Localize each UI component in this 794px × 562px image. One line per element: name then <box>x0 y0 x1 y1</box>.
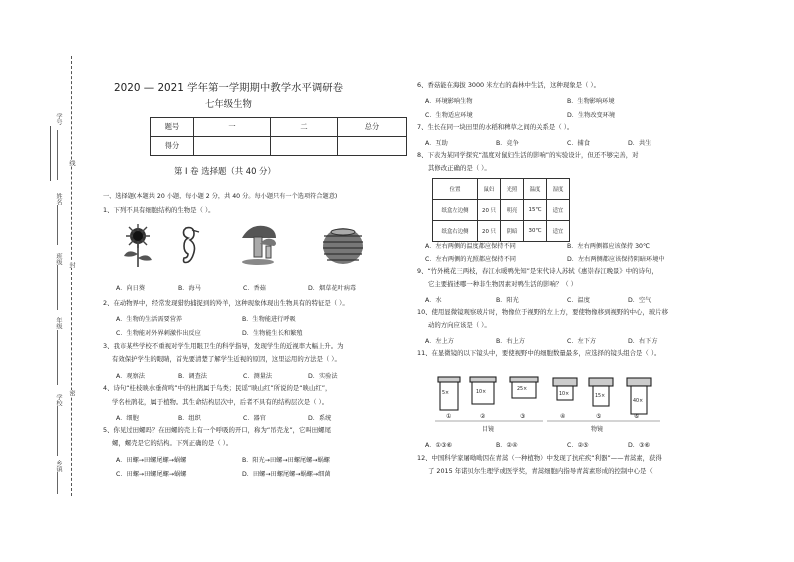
q11-option-c[interactable]: C．②⑤ <box>567 442 589 449</box>
question-7: 7、生长在同一块田里的水稻和稗草之间的关系是（ ）。 <box>417 123 574 131</box>
margin-fill-line <box>57 472 58 494</box>
q5-option-c[interactable]: C．田螺→田螺尾螺→蜗螺 <box>116 471 187 478</box>
lens-number: ② <box>480 413 486 420</box>
q7-option-b[interactable]: B．竞争 <box>496 140 519 147</box>
question-12: 12、中国科学家屠呦呦因在青蒿（一种植物）中发现了抗疟疾“利器”——青蒿素，获得 <box>417 454 662 462</box>
margin-fill-line <box>57 130 58 180</box>
lens-magnification: 40× <box>633 399 644 404</box>
q11-option-a[interactable]: A．①③⑥ <box>425 442 453 449</box>
lens-number: ③ <box>520 413 526 420</box>
q6-option-c[interactable]: C．生物适应环境 <box>425 112 473 119</box>
table-cell: 适宜 <box>547 221 570 242</box>
question-10: 10、使用显微镜观察玻片时，物像位于视野的左上方，要使物像移到视野的中心，玻片移 <box>417 308 668 316</box>
question-10-cont: 动的方向应该是（ ）。 <box>428 321 491 329</box>
question-8-cont: 其修改正确的是（ ）。 <box>428 164 491 172</box>
score-table-cell: 总分 <box>338 118 407 137</box>
q3-option-c[interactable]: C．测量法 <box>243 373 273 380</box>
eyepiece-label: 目镜 <box>482 426 495 433</box>
question-6: 6、香菇能在海拔 3000 米左右的森林中生活，这种现象是（ ）。 <box>417 81 600 89</box>
table-header-cell: 温度 <box>524 179 547 200</box>
margin-fill-line <box>57 265 58 310</box>
table-cell: 纸盒右边侧 <box>433 221 478 242</box>
q9-option-c[interactable]: C．温度 <box>567 297 590 304</box>
q10-option-c[interactable]: C．左下方 <box>567 338 597 345</box>
q2-option-d[interactable]: D．生物能生长和繁殖 <box>242 330 303 337</box>
q4-option-c[interactable]: C．器官 <box>243 415 266 422</box>
score-table-cell: 一 <box>194 118 271 137</box>
table-cell: 15℃ <box>524 200 547 221</box>
question-5: 5、你见过田螺吗？在田螺的壳上有一个呼吸的开口，称为“吊壳龙”，它叫田螺尾 <box>103 426 331 434</box>
margin-label-name: 姓名 <box>55 193 62 206</box>
question-4-cont: 学名杜鹃花，属于植物。其生命结构层次中，后者不具有的结构层次是（ ）。 <box>112 398 329 406</box>
table-header-cell: 光照 <box>501 179 524 200</box>
q1-option-c[interactable]: C．香菇 <box>243 285 266 292</box>
q2-option-b[interactable]: B．生物能进行呼吸 <box>242 316 296 323</box>
q5-option-a[interactable]: A．田螺→田螺尾螺→蜗螺 <box>116 457 187 464</box>
question-3: 3、我市某些学校不重视对学生用眼卫生的科学指导，发现学生的近视率大幅上升。为 <box>103 342 344 350</box>
seahorse-image <box>176 224 202 268</box>
margin-underline <box>50 126 51 181</box>
score-table-cell: 题号 <box>151 118 194 137</box>
question-5-cont: 螺，螺壳是它的结构。下列正确的是（ ）。 <box>112 439 233 447</box>
score-table <box>150 117 407 156</box>
q3-option-b[interactable]: B．调查法 <box>178 373 207 380</box>
q6-option-b[interactable]: B．生物影响环境 <box>567 98 615 105</box>
margin-label-student-id: 学号 <box>55 113 62 126</box>
q8-option-d[interactable]: D．左右两侧都应该保持阴暗环境中 <box>567 256 665 263</box>
q8-option-a[interactable]: A．左右两侧的温度都应保持不同 <box>425 243 516 250</box>
exam-title: 2020 — 2021 学年第一学期期中教学水平调研卷 <box>114 82 344 94</box>
q8-option-c[interactable]: C．左右两侧的光照都应保持不同 <box>425 256 516 263</box>
lens-number: ⑥ <box>634 413 640 420</box>
q7-option-d[interactable]: D．共生 <box>628 140 652 147</box>
score-input[interactable] <box>338 137 407 156</box>
q11-option-b[interactable]: B．②④ <box>496 442 518 449</box>
margin-label-town: 乡镇 <box>55 460 62 473</box>
table-cell: 20 只 <box>478 221 501 242</box>
q10-option-a[interactable]: A．左上方 <box>425 338 454 345</box>
q2-option-c[interactable]: C．生物能对外界刺激作出反应 <box>116 330 201 337</box>
margin-label-grade: 年级 <box>55 317 62 330</box>
table-cell: 纸盒左边侧 <box>433 200 478 221</box>
table-header-cell: 湿度 <box>547 179 570 200</box>
q6-option-a[interactable]: A．环境影响生物 <box>425 98 473 105</box>
q4-option-d[interactable]: D．系统 <box>308 415 332 422</box>
q1-option-b[interactable]: B．海马 <box>178 285 201 292</box>
q7-option-c[interactable]: C．捕食 <box>567 140 590 147</box>
question-3-cont: 有效保护学生的眼睛，首先要清楚了解学生近视的原因，这里运用的方法是（ ）。 <box>112 355 341 363</box>
score-table-cell: 得分 <box>151 137 194 156</box>
score-table-cell: 二 <box>271 118 338 137</box>
q3-option-d[interactable]: D．实验法 <box>308 373 338 380</box>
lens-magnification: 5× <box>442 391 450 396</box>
question-12-cont: 了 2015 年诺贝尔生理学或医学奖，青蒿细胞内指导青蒿素形成的控制中心是（ <box>428 467 653 475</box>
seal-mark: 封 <box>68 262 75 269</box>
lens-magnification: 25× <box>517 387 528 392</box>
lens-number: ⑤ <box>596 413 602 420</box>
q9-option-d[interactable]: D．空气 <box>628 297 652 304</box>
lens-magnification: 15× <box>595 394 606 399</box>
margin-fill-line <box>57 406 58 456</box>
table-header-cell: 位置 <box>433 179 478 200</box>
score-input[interactable] <box>271 137 338 156</box>
margin-fill-line <box>57 205 58 245</box>
question-9-cont: 它主要描述哪一种非生物因素对鸭生活的影响？（ ） <box>428 280 578 288</box>
margin-fill-line <box>57 330 58 385</box>
microscope-lens-diagram <box>435 368 685 434</box>
q11-option-d[interactable]: D．③⑥ <box>628 442 651 449</box>
q9-option-a[interactable]: A．水 <box>425 297 442 304</box>
q8-option-b[interactable]: B．左右两侧都应该保持 30℃ <box>567 243 650 250</box>
q4-option-b[interactable]: B．组织 <box>178 415 201 422</box>
question-8: 8、下表为某同学探究“温度对鼠妇生活的影响”的实验设计，但还不够完善，对 <box>417 151 639 159</box>
q4-option-a[interactable]: A．细胞 <box>116 415 139 422</box>
q7-option-a[interactable]: A．互助 <box>425 140 448 147</box>
exam-subject: 七年级生物 <box>205 99 252 110</box>
question-2: 2、在动物界中，经常发现猎豹捕捉到的羚羊，这种现象体现出生物具有的特征是（ ）。 <box>103 299 349 307</box>
q2-option-a[interactable]: A．生物的生活需要营养 <box>116 316 183 323</box>
lens-number: ④ <box>560 413 566 420</box>
margin-label-class: 班级 <box>55 253 62 266</box>
question-1: 1、下列不具有细胞结构的生物是（ ）。 <box>103 206 215 214</box>
margin-label-school: 学校 <box>55 394 62 407</box>
table-cell: 适宜 <box>547 200 570 221</box>
seal-mark: 密 <box>68 390 75 397</box>
table-cell: 20 只 <box>478 200 501 221</box>
mushroom-image <box>238 222 280 268</box>
table-cell: 30℃ <box>524 221 547 242</box>
q1-option-d[interactable]: D．烟草花叶病毒 <box>308 285 357 292</box>
lens-number: ① <box>446 413 452 420</box>
lens-magnification: 10× <box>559 392 570 397</box>
q3-option-a[interactable]: A．观察法 <box>116 373 145 380</box>
q1-option-a[interactable]: A．向日葵 <box>116 285 145 292</box>
section-instruction: 一、选择题(本题共 20 小题，每小题 2 分，共 40 分。每小题只有一个选项符合题意) <box>103 193 338 200</box>
table-cell: 阴暗 <box>501 221 524 242</box>
q5-option-d[interactable]: D．田螺→田螺尾螺→蜗螺→细菌 <box>242 471 331 478</box>
q9-option-b[interactable]: B．阳光 <box>496 297 519 304</box>
q5-option-b[interactable]: B．阳光→田螺→田螺尾螺→蜗螺 <box>242 457 330 464</box>
objective-label: 物镜 <box>591 426 604 433</box>
section-title: 第 I 卷 选择题（共 40 分） <box>174 166 276 176</box>
lens-magnification: 10× <box>476 390 487 395</box>
tobacco-mosaic-virus-image <box>320 224 366 268</box>
q6-option-d[interactable]: D．生物改变环境 <box>567 112 616 119</box>
experiment-table <box>432 178 570 242</box>
question-4: 4、诗句“桂枝映水垂荷鸣”中的杜鹃属于鸟类；民谣“映山红”所说的是“映山红”， <box>103 384 332 392</box>
table-cell: 明亮 <box>501 200 524 221</box>
table-header-cell: 鼠妇 <box>478 179 501 200</box>
question-9: 9、“竹外桃花三两枝，春江水暖鸭先知”是宋代诗人苏轼《惠崇春江晚景》中的诗句， <box>417 267 658 275</box>
q10-option-d[interactable]: D．右下方 <box>628 338 658 345</box>
question-11: 11、在显微镜的以下镜头中，要使视野中的细胞数量最多，应选择的镜头组合是（ ）。 <box>417 349 661 357</box>
sunflower-image <box>118 222 158 268</box>
score-input[interactable] <box>194 137 271 156</box>
seal-mark: 线 <box>68 160 75 167</box>
binding-line <box>71 56 72 496</box>
q10-option-b[interactable]: B．右上方 <box>496 338 525 345</box>
